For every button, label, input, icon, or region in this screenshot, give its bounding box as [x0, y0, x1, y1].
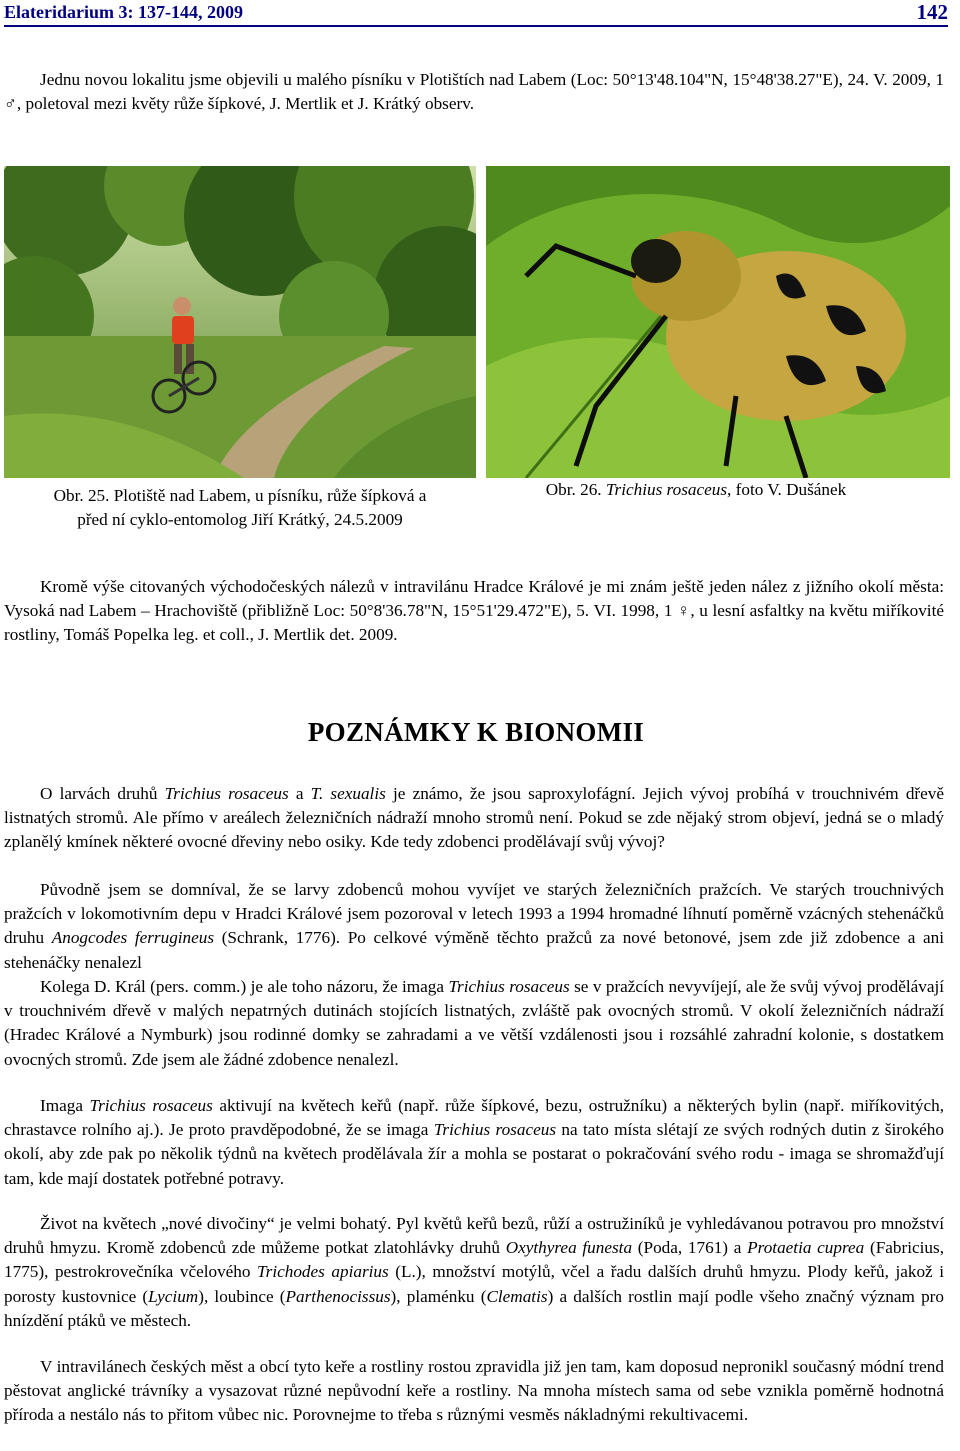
- bio-p1-b: a: [288, 784, 311, 803]
- bio-p1-a: O larvách druhů: [40, 784, 165, 803]
- bio-p5-c: (Fabricius, 1775), pestrokrovečníka včelového: [4, 1238, 945, 1282]
- bio-p4-b: aktivují na květech keřů (např. růže šípkové, bezu, ostružníku) a některých bylin (např. miříkovitých, chrastavce rolního aj.). Je proto pravděpodobné, že se imaga: [4, 1096, 944, 1140]
- figure-25-photo: [4, 166, 476, 478]
- bio-p1-c: je známo, že jsou saproxylofágní. Jejich vývoj probíhá v trouchnivém dřevě listnatých stromů. Ale přímo v areálech železničních nádraží mnoho stromů není. Pokud se zde nějaký strom objeví, jedná se o mladý zplanělý kmínek některé ovocné dřeviny nebo osiky. Kde tedy zdobenci prodělávají svůj vývoj?: [4, 784, 944, 852]
- figure-25-caption-line2: před ní cyklo-entomolog Jiří Krátký, 24.5.2009: [77, 510, 403, 529]
- bio-p5-d: (L.), množství motýlů, včel a řadu dalších druhů hmyzu. Plody keřů, jakož i porosty kustovnice (: [4, 1262, 945, 1306]
- bio-p5-genus-2: Parthenocissus: [285, 1286, 391, 1306]
- bio-paragraph-3: [4, 975, 944, 1072]
- bio-p5-f: ), plaménku (: [390, 1286, 487, 1306]
- bio-p6-a: V intravilánech českých měst a obcí tyto keře a rostliny rostou zpravidla již jen tam, kam doposud nepronikl současný módní trend pěstovat anglické trávníky a vysazovat různé nepůvodní keře a rostliny. Na mnoha místech sama od sebe vznikla poměrně hodnotná příroda a nestálo nás to přitom vůbec nic. Porovnejme to třeba s různými vesměs nákladnými rekultivacemi.: [4, 1357, 944, 1425]
- bio-paragraph-6: [4, 1355, 944, 1428]
- body-paragraph-1-text: Kromě výše citovaných východočeských nálezů v intravilánu Hradce Králové je mi znám ještě jeden nález z jižního okolí města: Vysoká nad Labem – Hrachoviště (přibližně Loc: 50°8'36.78"N, 15°51'29.472"E), 5. VI. 1998, 1 ♀, u lesní asfaltky na květu miříkovité rostliny, Tomáš Popelka leg. et coll., J. Mertlik det. 2009.: [4, 577, 944, 645]
- bio-p5-b: (Poda, 1761) a: [632, 1238, 748, 1258]
- bio-p5-g: ) a dalších rostlin mají podle všeho značný význam pro hnízdění ptáků ve městech.: [4, 1286, 944, 1330]
- bio-p3-species: Trichius rosaceus: [448, 977, 570, 996]
- bio-p4-species-2: Trichius rosaceus: [433, 1120, 557, 1140]
- bio-p1-species-2: T. sexualis: [310, 784, 386, 803]
- intro-paragraph: [4, 68, 944, 116]
- figure-25-caption: [4, 484, 476, 532]
- bio-p1-species-1: Trichius rosaceus: [164, 784, 289, 803]
- journal-citation: Elateridarium 3: 137-144, 2009: [4, 2, 243, 23]
- bio-p5-genus-3: Clematis: [486, 1286, 548, 1306]
- figure-25-caption-line1: Obr. 25. Plotiště nad Labem, u písníku, růže šípková a: [53, 486, 427, 505]
- body-paragraph-1: [4, 575, 944, 648]
- bio-p5-genus-1: Lycium: [148, 1286, 199, 1306]
- bio-paragraph-1: [4, 782, 944, 855]
- bio-paragraph-4: [4, 1094, 944, 1191]
- bio-paragraph-2: [4, 878, 944, 975]
- bio-p5-species-2: Protaetia cuprea: [747, 1238, 865, 1258]
- figure-26-caption-species: Trichius rosaceus: [605, 480, 728, 499]
- bio-p3-b: se v pražcích nevyvíjejí, ale že svůj vývoj prodělávají v trouchnivém dřevě v malých nepatrných dutinách stojících listnatých, zvláště pak ovocných stromů. V okolí železničních nádraží (Hradec Králové a Nymburk) jsou rodinné domky se zahradami a ve větší vzdálenosti jsou i rozsáhlé zahradní kolonie, s dostatkem ovocných stromů. Zde jsem ale žádné zdobence nenalezl.: [4, 977, 945, 1069]
- page-header: [4, 0, 948, 27]
- section-title: POZNÁMKY K BIONOMII: [307, 717, 645, 747]
- figure-26-photo: [486, 166, 950, 478]
- bio-paragraph-5: [4, 1212, 944, 1333]
- bio-p2-species: Anogcodes ferrugineus: [51, 928, 215, 948]
- bio-p4-species-1: Trichius rosaceus: [89, 1096, 213, 1115]
- bio-p5-e: ), loubince (: [198, 1286, 286, 1306]
- bio-p3-a: Kolega D. Král (pers. comm.) je ale toho názoru, že imaga: [40, 977, 449, 996]
- figure-26-caption-prefix: Obr. 26.: [545, 480, 602, 499]
- page-number: 142: [916, 0, 948, 25]
- bio-p5-species-1: Oxythyrea funesta: [505, 1238, 633, 1258]
- figure-26-caption-suffix: , foto V. Dušánek: [727, 480, 847, 499]
- bio-p2-b: (Schrank, 1776). Po celkové výměně těchto pražců za nové betonové, jsem zde již zdobence a ani stehenáčky nenalezl: [4, 928, 944, 972]
- figure-26-caption: [486, 478, 906, 502]
- bio-p2-a: Původně jsem se domníval, že se larvy zdobenců mohou vyvíjet ve starých železničních pražcích. Ve starých trouchnivých pražcích v lokomotivním depu v Hradci Králové jsem pozoroval v letech 1993 a 1994 hromadné líhnutí poměrně vzácných stehenáčků druhu: [4, 880, 944, 948]
- intro-text: Jednu novou lokalitu jsme objevili u malého písníku v Plotištích nad Labem (Loc: 50°13'48.104"N, 15°48'38.27"E), 24. V. 2009, 1 ♂, poletoval mezi květy růže šípkové, J. Mertlik et J. Krátký observ.: [4, 70, 944, 114]
- bio-p5-a: Život na květech „nové divočiny“ je velmi bohatý. Pyl květů keřů bezů, růží a ostružiníků je vyhledávanou potravou pro množství druhů hmyzu. Kromě zdobenců zde můžeme potkat zlatohlávky druhů: [4, 1214, 944, 1258]
- bio-p5-species-3: Trichodes apiarius: [257, 1262, 389, 1282]
- bio-p4-c: na tato místa slétají ze svých rodných dutin z širokého okolí, aby zde pak po několik týdnů na květech prodělávala žír a mohla se postarat o pokračování svého rodu - imaga se shromažďují tam, kde mají dostatek potřebné potravy.: [4, 1120, 944, 1188]
- bio-p4-a: Imaga: [40, 1096, 90, 1115]
